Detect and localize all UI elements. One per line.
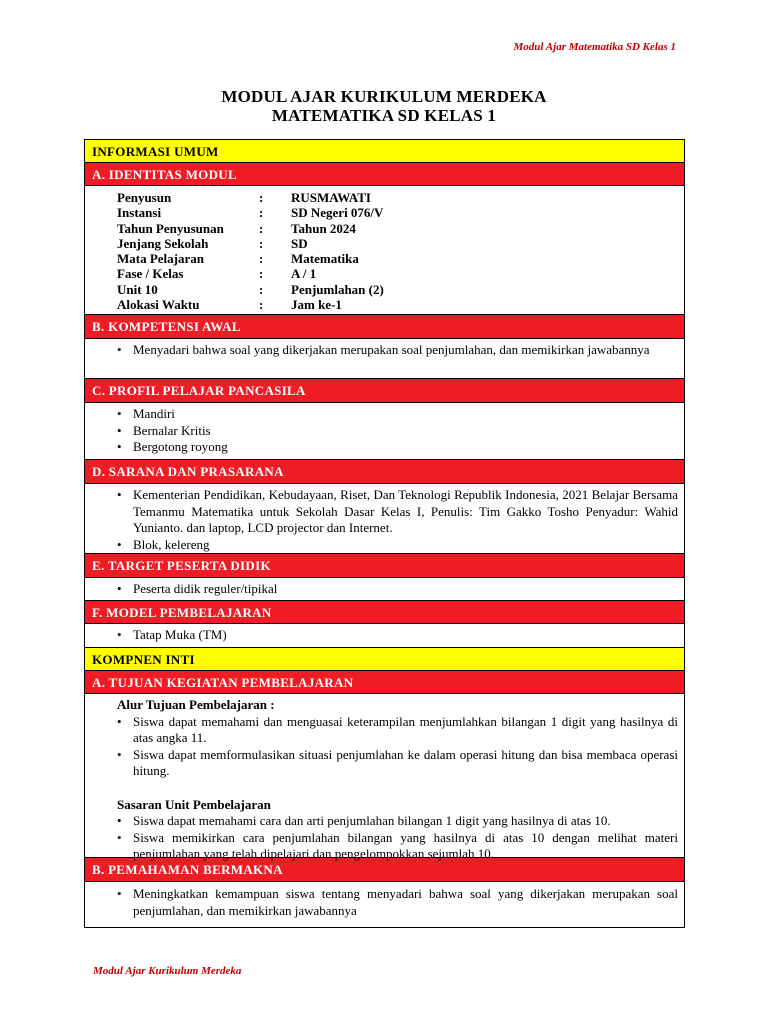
identitas-key: Alokasi Waktu xyxy=(117,297,200,313)
sasaran-unit-list xyxy=(85,813,684,863)
identitas-key: Instansi xyxy=(117,205,162,221)
identitas-key: Penyusun xyxy=(117,190,172,205)
identitas-row xyxy=(117,190,684,205)
bullet-item: • Peserta didik reguler/tipikal xyxy=(133,581,678,598)
pemahaman-content xyxy=(85,882,684,927)
identitas-key: Unit 10 xyxy=(117,281,158,297)
model-content xyxy=(85,624,684,648)
kompetensi-list xyxy=(85,342,684,359)
sarana-content xyxy=(85,484,684,554)
identitas-value: RUSMAWATI xyxy=(291,190,371,205)
bullet-item: • Kementerian Pendidikan, Kebudayaan, Riset, Dan Teknologi Republik Indonesia, 2021 Belajar Bersama Temanmu Matematika untuk Sekolah Dasar Kelas I, Penulis: Tim Gakko Tosho Penyadur: Wahid Yunianto. dan laptop, LCD projector dan Internet. xyxy=(133,487,678,537)
title-line-1: MODUL AJAR KURIKULUM MERDEKA xyxy=(221,87,547,106)
header-note: Modul Ajar Matematika SD Kelas 1 xyxy=(513,41,676,53)
identitas-value: Matematika xyxy=(291,251,359,267)
bullet-item: • Menyadari bahwa soal yang dikerjakan merupakan soal penjumlahan, dan memikirkan jawabannya xyxy=(133,342,678,359)
identitas-colon: : xyxy=(259,235,264,251)
profil-content xyxy=(85,403,684,460)
module-table xyxy=(84,139,685,928)
profil-list xyxy=(85,406,684,456)
alur-tujuan-title: Alur Tujuan Pembelajaran : xyxy=(117,697,275,712)
identitas-list xyxy=(85,186,684,315)
identitas-row xyxy=(117,236,684,251)
bullet-item: • Blok, kelereng xyxy=(133,537,678,554)
identitas-value: Jam ke-1 xyxy=(291,297,342,313)
identitas-colon: : xyxy=(259,266,264,282)
identitas-row xyxy=(117,266,684,281)
section-tujuan-kegiatan: A. TUJUAN KEGIATAN PEMBELAJARAN xyxy=(85,671,684,694)
identitas-colon: : xyxy=(259,281,264,297)
model-list xyxy=(85,627,684,644)
identitas-colon: : xyxy=(259,220,264,236)
bullet-item: • Bergotong royong xyxy=(133,439,678,456)
identitas-key: Tahun Penyusunan xyxy=(117,220,224,236)
section-kompetensi-awal: B. KOMPETENSI AWAL xyxy=(85,315,684,339)
footer-note: Modul Ajar Kurikulum Merdeka xyxy=(93,965,242,977)
identitas-value: SD Negeri 076/V xyxy=(291,205,384,221)
bullet-item: • Tatap Muka (TM) xyxy=(133,627,678,644)
section-informasi-umum: INFORMASI UMUM xyxy=(85,140,684,163)
document-title xyxy=(0,87,768,125)
sarana-list xyxy=(85,487,684,553)
section-model-pembelajaran: F. MODEL PEMBELAJARAN xyxy=(85,601,684,624)
identitas-value: SD xyxy=(291,235,308,251)
bullet-item: • Mandiri xyxy=(133,406,678,423)
alur-tujuan-list xyxy=(85,714,684,780)
identitas-row xyxy=(117,221,684,236)
target-list xyxy=(85,581,684,598)
bullet-item: • Siswa dapat memformulasikan situasi penjumlahan ke dalam operasi hitung dan bisa membaca operasi hitung. xyxy=(133,747,678,780)
title-line-2: MATEMATIKA SD KELAS 1 xyxy=(271,106,497,125)
target-content xyxy=(85,578,684,601)
bullet-item: • Siswa dapat memahami cara dan arti penjumlahan bilangan 1 digit yang hasilnya di atas 10. xyxy=(133,813,678,830)
identitas-value: Tahun 2024 xyxy=(291,220,356,236)
section-target-peserta: E. TARGET PESERTA DIDIK xyxy=(85,554,684,578)
identitas-key: Jenjang Sekolah xyxy=(117,235,209,251)
identitas-value: A / 1 xyxy=(291,266,317,282)
identitas-colon: : xyxy=(259,190,264,205)
identitas-key: Fase / Kelas xyxy=(117,266,184,282)
identitas-colon: : xyxy=(259,297,264,313)
identitas-row xyxy=(117,282,684,297)
section-profil-pelajar: C. PROFIL PELAJAR PANCASILA xyxy=(85,379,684,403)
bullet-item: • Siswa dapat memahami dan menguasai keterampilan menjumlahkan bilangan 1 digit yang hasilnya di atas angka 11. xyxy=(133,714,678,747)
kompetensi-content xyxy=(85,339,684,379)
section-pemahaman-bermakna: B. PEMAHAMAN BERMAKNA xyxy=(85,858,684,882)
bullet-item: • Meningkatkan kemampuan siswa tentang menyadari bahwa soal yang dikerjakan merupakan soal penjumlahan, dan memikirkan jawabannya xyxy=(133,886,678,919)
section-identitas-modul: A. IDENTITAS MODUL xyxy=(85,163,684,186)
bullet-item: • Siswa memikirkan cara penjumlahan bilangan yang hasilnya di atas 10 dengan melihat materi penjumlahan yang telah dipelajari dan pengelompokkan sejumlah 10. xyxy=(133,830,678,863)
identitas-colon: : xyxy=(259,251,264,267)
sasaran-unit-title: Sasaran Unit Pembelajaran xyxy=(117,796,271,812)
identitas-row xyxy=(117,205,684,220)
identitas-row xyxy=(117,297,684,312)
section-sarana-prasarana: D. SARANA DAN PRASARANA xyxy=(85,460,684,484)
section-komponen-inti: KOMPNEN INTI xyxy=(85,648,684,671)
identitas-key: Mata Pelajaran xyxy=(117,251,205,267)
bullet-item: • Bernalar Kritis xyxy=(133,423,678,440)
identitas-row xyxy=(117,251,684,266)
identitas-value: Penjumlahan (2) xyxy=(291,281,384,297)
identitas-colon: : xyxy=(259,205,264,221)
tujuan-content xyxy=(85,694,684,861)
pemahaman-list xyxy=(85,886,684,919)
